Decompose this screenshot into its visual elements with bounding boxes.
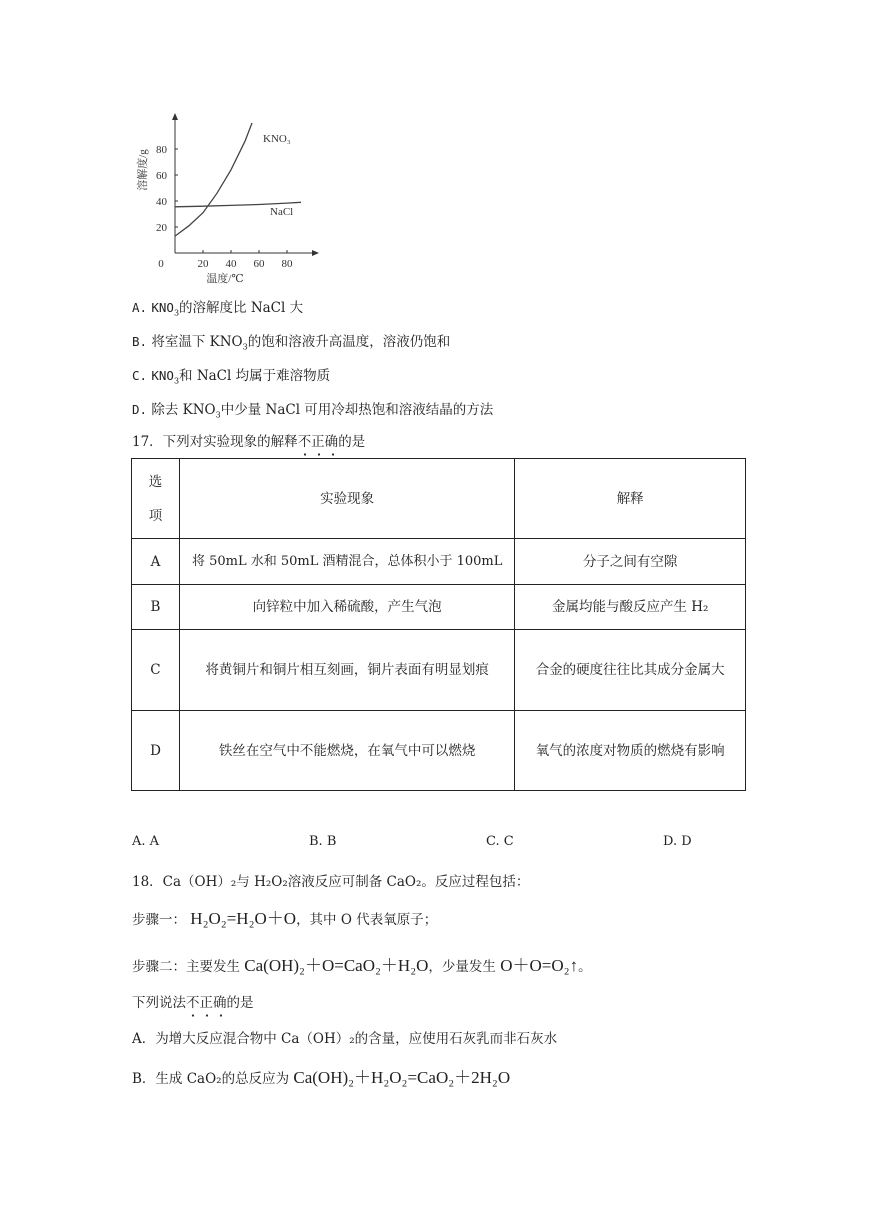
option-letter: B. (132, 334, 148, 349)
table-header-row (132, 459, 746, 539)
cell-explanation: 氧气的浓度对物质的燃烧有影响 (515, 711, 746, 791)
series-label-nacl: NaCl (270, 206, 294, 218)
q18-ask (132, 991, 254, 1011)
x-axis-label: 温度/℃ (206, 273, 244, 285)
header-explanation: 解释 (515, 459, 746, 539)
y-tick-label: 80 (156, 144, 167, 156)
y-tick-label: 20 (156, 222, 167, 234)
cell-phenomenon: 将 50mL 水和 50mL 酒精混合，总体积小于 100mL (179, 539, 514, 585)
y-axis-arrow (172, 113, 178, 120)
option-text-pre: 将室温下 KNO (151, 334, 243, 350)
step-end: 。 (578, 959, 592, 975)
option-letter: C. (132, 368, 148, 383)
table-row (132, 630, 746, 711)
formula: Ca(OH)₂＋H₂O₂=CaO₂＋2H₂O (293, 1068, 511, 1087)
q18-option-b (132, 1063, 510, 1088)
cell-phenomenon: 将黄铜片和铜片相互刻画，铜片表面有明显划痕 (179, 630, 514, 711)
series-label-kno3: KNO₃ (263, 133, 291, 145)
option-sub: 3 (173, 376, 180, 386)
option-text-post: 的溶解度比 NaCl 大 (179, 300, 304, 316)
cell-option: B (132, 585, 180, 630)
q16-option-d (132, 398, 493, 420)
header-phenomenon: 实验现象 (179, 459, 514, 539)
stem-text-end: 的是 (338, 434, 366, 450)
formula: H₂O₂=H₂O＋O (190, 909, 297, 928)
table-row (132, 711, 746, 791)
q17-table (131, 458, 746, 791)
cell-option: C (132, 630, 180, 711)
origin-label: 0 (158, 258, 164, 270)
table-row (132, 539, 746, 585)
x-tick-label: 60 (253, 258, 265, 270)
x-tick-label: 80 (281, 258, 293, 270)
q18-step1 (132, 904, 437, 929)
option-text-pre: 除去 KNO (151, 402, 216, 418)
choice-b: B. B (309, 834, 337, 849)
option-sub: 3 (215, 410, 221, 420)
q16-option-b (132, 330, 450, 352)
x-axis-arrow (312, 250, 319, 256)
emphasis-dotted: 不正确 (297, 434, 339, 450)
formula: O＋O=O₂↑ (500, 956, 579, 975)
option-text-post: 的饱和溶液升高温度，溶液仍饱和 (247, 334, 451, 350)
option-text-post: 和 NaCl 均属于难溶物质 (179, 368, 331, 384)
cell-phenomenon: 向锌粒中加入稀硫酸，产生气泡 (179, 585, 514, 630)
header-option: 选 项 (132, 459, 180, 539)
cell-option: D (132, 711, 180, 791)
y-axis-label: 溶解度/g (137, 149, 149, 191)
ask-text-end: 的是 (226, 995, 254, 1011)
q18-option-a: A．为增大反应混合物中 Ca（OH）₂的含量，应使用石灰乳而非石灰水 (132, 1031, 558, 1047)
cell-explanation: 合金的硬度往往比其成分金属大 (515, 630, 746, 711)
q16-option-a (132, 296, 303, 318)
option-text: B．生成 CaO₂的总反应为 (132, 1071, 290, 1087)
choice-a: A. A (132, 834, 160, 849)
q17-stem (132, 430, 365, 450)
q18-step2 (132, 951, 592, 976)
option-letter: D. (132, 402, 148, 417)
option-sub: 3 (242, 342, 248, 352)
option-text-pre: KNO (151, 300, 174, 315)
cell-phenomenon: 铁丝在空气中不能燃烧，在氧气中可以燃烧 (179, 711, 514, 791)
cell-explanation: 分子之间有空隙 (515, 539, 746, 585)
q16-option-c (132, 364, 330, 386)
q18-stem: 18．Ca（OH）₂与 H₂O₂溶液反应可制备 CaO₂。反应过程包括： (132, 874, 530, 890)
option-sub: 3 (173, 308, 180, 318)
table-row (132, 585, 746, 630)
x-tick-label: 40 (225, 258, 237, 270)
y-tick-label: 60 (156, 170, 167, 182)
choice-c: C. C (486, 834, 514, 849)
option-text-post: 中少量 NaCl 可用冷却热饱和溶液结晶的方法 (220, 402, 494, 418)
series-line-kno3 (175, 123, 252, 236)
solubility-chart (130, 108, 320, 288)
emphasis-dotted: 不正确 (186, 995, 227, 1011)
step-mid: ，少量发生 (428, 959, 496, 975)
cell-option: A (132, 539, 180, 585)
x-tick-label: 20 (197, 258, 209, 270)
step-note: ，其中 O 代表氧原子； (296, 912, 438, 928)
option-text-pre: KNO (151, 368, 174, 383)
ask-text: 下列说法 (132, 995, 186, 1011)
formula: Ca(OH)₂＋O=CaO₂＋H₂O (244, 956, 429, 975)
stem-text: 17．下列对实验现象的解释 (132, 434, 298, 450)
y-tick-label: 40 (156, 196, 167, 208)
option-letter: A. (132, 300, 148, 315)
choice-d: D. D (663, 834, 692, 849)
step-label: 步骤二：主要发生 (132, 959, 240, 975)
step-label: 步骤一： (132, 912, 186, 928)
cell-explanation: 金属均能与酸反应产生 H₂ (515, 585, 746, 630)
